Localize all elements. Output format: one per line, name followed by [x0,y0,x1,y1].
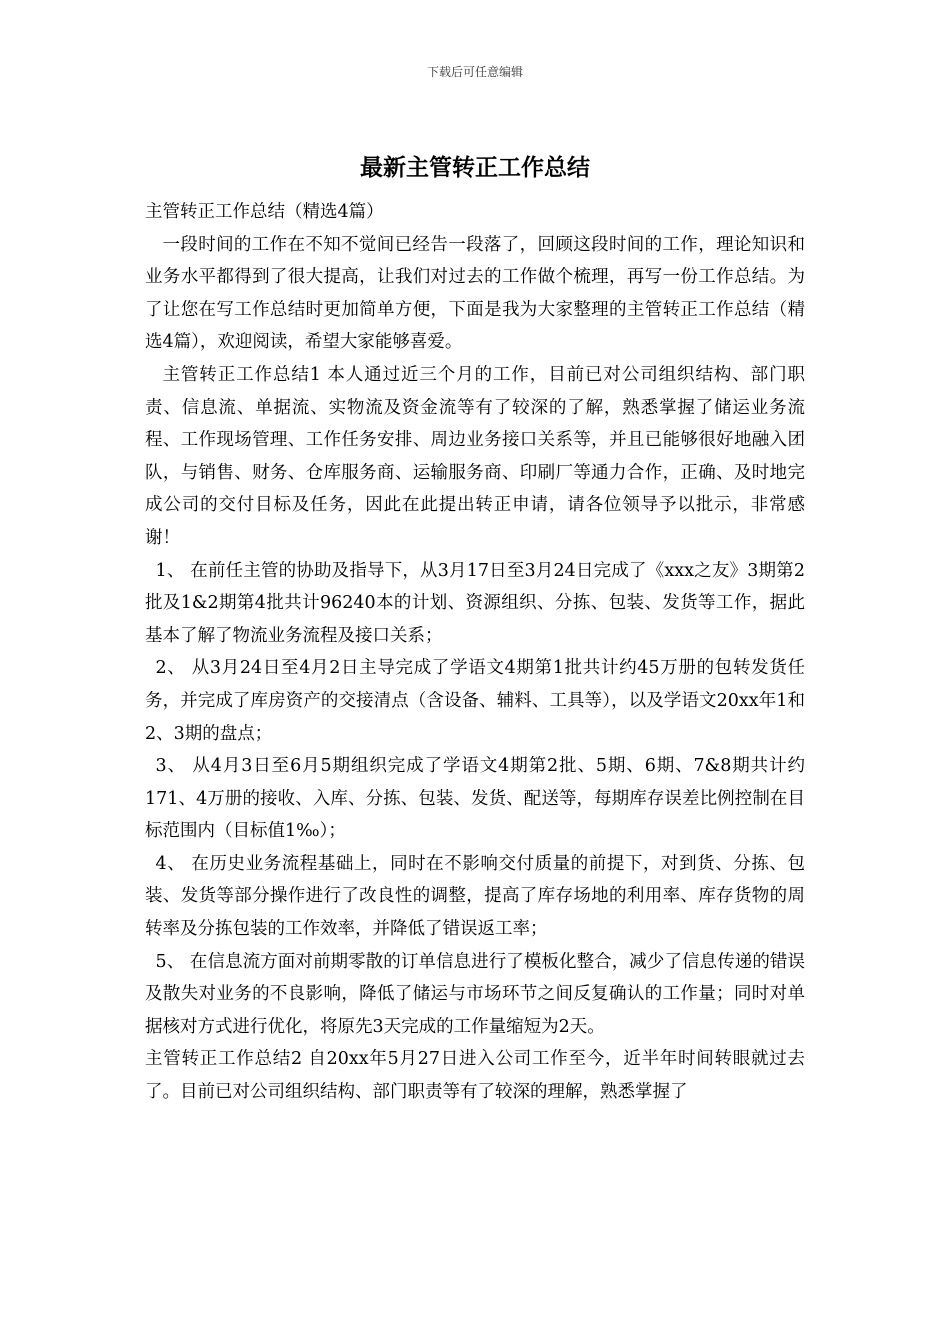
list-item-4: 4、 在历史业务流程基础上，同时在不影响交付质量的前提下，对到货、分拣、包装、发货等部分操作进行了改良性的调整，提高了库存场地的利用率、库存货物的周转率及分拣包装的工作效率，并降低了错误返工率； [145,853,805,940]
list-item-2: 2、 从3月24日至4月2日主导完成了学语文4期第1批共计约45万册的包转发货任务，并完成了库房资产的交接清点（含设备、辅料、工具等），以及学语文20xx年1和2、3期的盘点； [145,658,805,744]
header-note: 下载后可任意编辑 [426,65,523,79]
document-body [145,196,805,1109]
document-title: 最新主管转正工作总结 [360,155,590,181]
intro-paragraph: 一段时间的工作在不知不觉间已经告一段落了，回顾这段时间的工作，理论知识和业务水平都得到了很大提高，让我们对过去的工作做个梳理，再写一份工作总结。为了让您在写工作总结时更加简单方便，下面是我为大家整理的主管转正工作总结（精选4篇），欢迎阅读，希望大家能够喜爱。 [145,234,805,353]
summary-1-paragraph: 主管转正工作总结1 本人通过近三个月的工作，目前已对公司组织结构、部门职责、信息流、单据流、实物流及资金流等有了较深的了解，熟悉掌握了储运业务流程、工作现场管理、工作任务安排、周边业务接口关系等，并且已能够很好地融入团队，与销售、财务、仓库服务商、运输服务商、印刷厂等通力合作，正确、及时地完成公司的交付目标及任务，因此在此提出转正申请，请各位领导予以批示，非常感谢！ [145,364,805,548]
list-item-3: 3、 从4月3日至6月5期组织完成了学语文4期第2批、5期、6期、7&8期共计约171、4万册的接收、入库、分拣、包装、发货、配送等，每期库存误差比例控制在目标范围内（目标值1‰）； [145,756,805,842]
list-item-1: 1、 在前任主管的协助及指导下，从3月17日至3月24日完成了《xxx之友》3期第2批及1&2期第4批共计96240本的计划、资源组织、分拣、包装、发货等工作，据此基本了解了物流业务流程及接口关系； [145,560,805,646]
list-item-5: 5、 在信息流方面对前期零散的订单信息进行了模板化整合，减少了信息传递的错误及散失对业务的不良影响，降低了储运与市场环节之间反复确认的工作量；同时对单据核对方式进行优化，将原先3天完成的工作量缩短为2天。 [145,951,805,1037]
subtitle-paragraph: 主管转正工作总结（精选4篇） [145,202,384,222]
summary-2-paragraph: 主管转正工作总结2 自20xx年5月27日进入公司工作至今，近半年时间转眼就过去了。目前已对公司组织结构、部门职责等有了较深的理解，熟悉掌握了 [145,1049,805,1103]
